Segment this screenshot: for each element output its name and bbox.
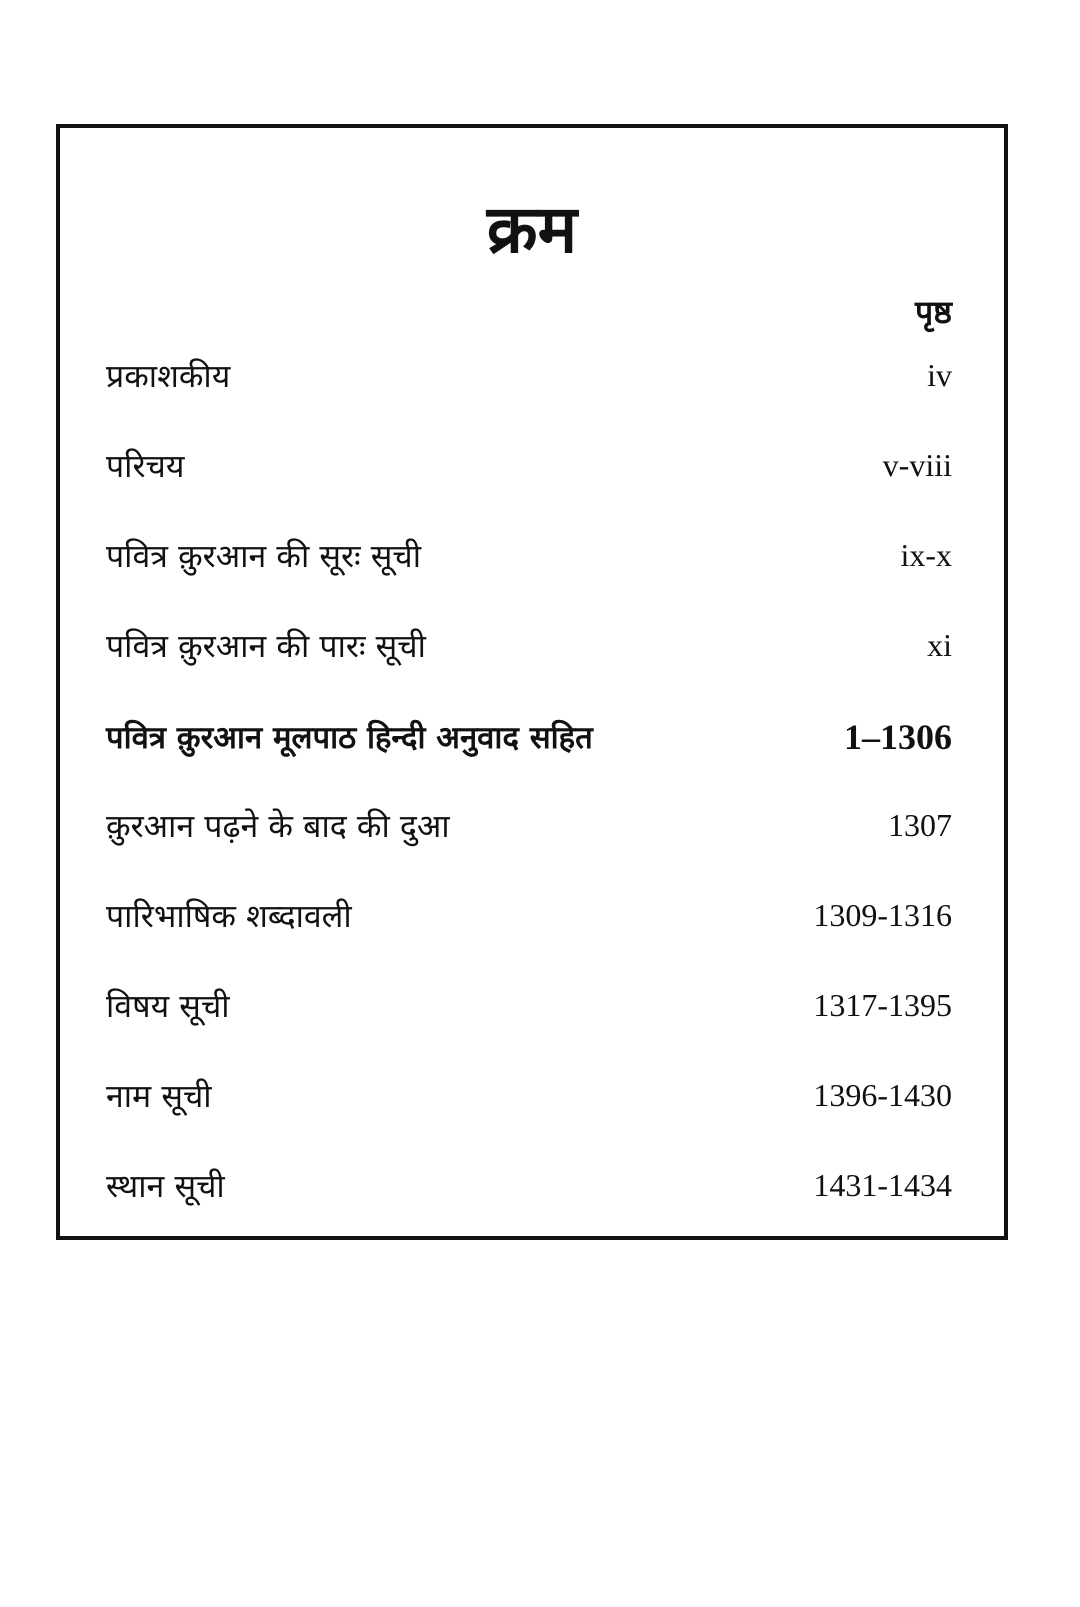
toc-entry-label: पारिभाषिक शब्दावली <box>106 896 352 935</box>
toc-entry-pages: 1396-1430 <box>813 1076 952 1113</box>
toc-entry-pages: 1–1306 <box>844 717 952 757</box>
toc-entry-subject-index <box>106 980 952 1030</box>
toc-entry-introduction <box>106 440 952 490</box>
page-column-header: पृष्ठ <box>914 293 952 331</box>
toc-entry-pages: 1431-1434 <box>813 1166 952 1203</box>
toc-entry-para-list <box>106 620 952 670</box>
contents-frame <box>56 124 1008 1240</box>
toc-entry-main-text <box>106 712 952 762</box>
toc-entry-label: विषय सूची <box>106 986 230 1025</box>
toc-entry-name-index <box>106 1070 952 1120</box>
toc-entry-label: पवित्र क़ुरआन की सूरः सूची <box>106 536 422 575</box>
toc-entry-preface <box>106 350 952 400</box>
toc-entry-label: स्थान सूची <box>106 1166 225 1205</box>
toc-entry-place-index <box>106 1160 952 1210</box>
toc-entry-label: परिचय <box>106 446 185 485</box>
toc-entry-dua <box>106 800 952 850</box>
toc-entry-pages: iv <box>927 356 952 393</box>
toc-entry-label: क़ुरआन पढ़ने के बाद की दुआ <box>106 806 450 845</box>
toc-entry-pages: ix-x <box>900 536 952 573</box>
toc-entry-pages: 1309-1316 <box>813 896 952 933</box>
toc-entry-pages: 1307 <box>888 806 952 843</box>
page-title: क्रम <box>486 191 578 268</box>
toc-entry-label: नाम सूची <box>106 1076 212 1115</box>
toc-entry-label: पवित्र क़ुरआन की पारः सूची <box>106 626 426 665</box>
toc-entry-surah-list <box>106 530 952 580</box>
toc-entry-glossary <box>106 890 952 940</box>
toc-entry-pages: xi <box>927 626 952 663</box>
toc-entry-label: प्रकाशकीय <box>106 356 231 395</box>
toc-entry-label: पवित्र क़ुरआन मूलपाठ हिन्दी अनुवाद सहित <box>106 720 593 756</box>
toc-entry-pages: 1317-1395 <box>813 986 952 1023</box>
toc-entry-pages: v-viii <box>882 446 952 483</box>
